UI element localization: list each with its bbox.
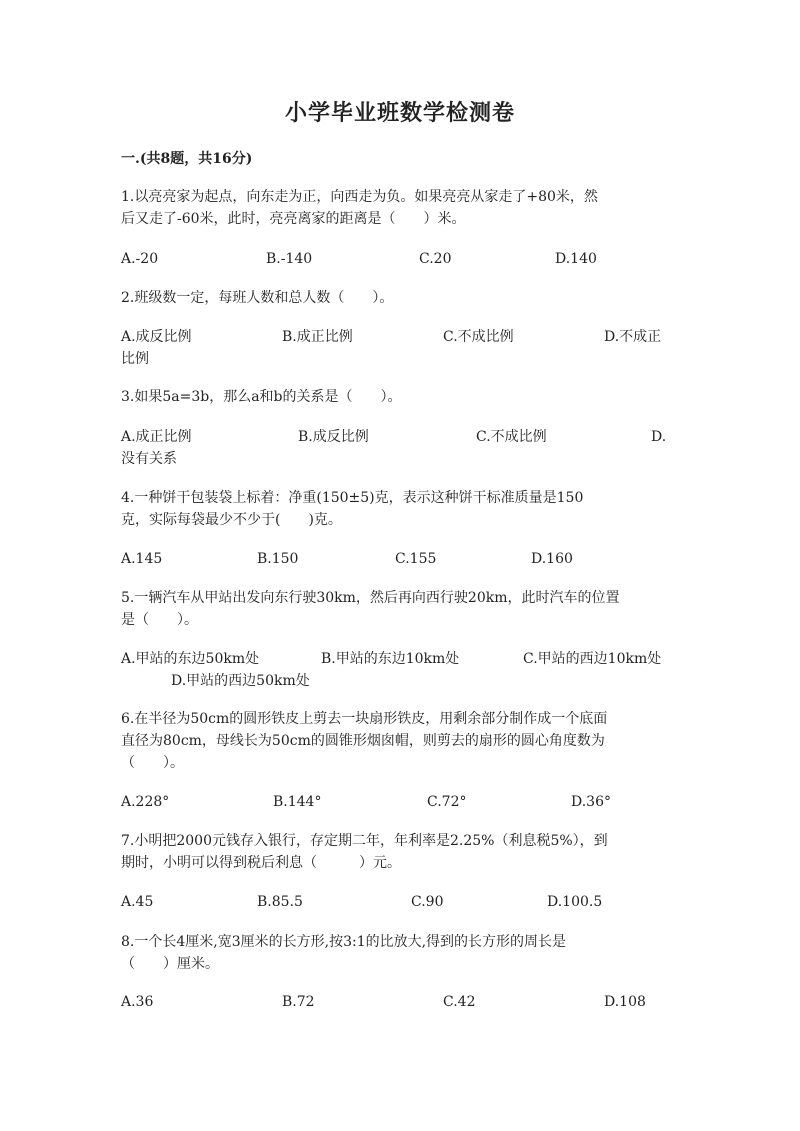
question-1 <box>121 186 681 230</box>
option-b[interactable]: B.150 <box>257 551 299 567</box>
option-d[interactable]: D.140 <box>555 251 597 267</box>
option-b[interactable]: B.甲站的东边10km处 <box>321 651 460 667</box>
question-4-stem-line-2: 克，实际每袋最少不少于( )克。 <box>121 512 342 528</box>
option-b[interactable]: B.成正比例 <box>282 329 353 345</box>
question-6-options <box>121 791 681 835</box>
question-5 <box>121 587 681 631</box>
question-4-options <box>121 548 681 592</box>
question-4 <box>121 487 681 531</box>
question-7-stem-line-1: 7.小明把2000元钱存入银行，存定期二年，年利率是2.25%（利息税5%），到 <box>121 833 608 849</box>
question-5-stem-line-2: 是（ ）。 <box>121 612 198 628</box>
option-a[interactable]: A.45 <box>121 894 154 910</box>
option-d[interactable]: D.甲站的西边50km处 <box>171 673 310 689</box>
question-2 <box>121 287 681 309</box>
option-a[interactable]: A.成反比例 <box>121 329 192 345</box>
question-8-stem-line-2: （ ）厘米。 <box>121 956 219 972</box>
question-6 <box>121 708 681 774</box>
question-8-stem-line-1: 8.一个长4厘米,宽3厘米的长方形,按3:1的比放大,得到的长方形的周长是 <box>121 934 567 950</box>
question-1-stem-line-2: 后又走了-60米，此时，亮亮离家的距离是（ ）米。 <box>121 211 466 227</box>
option-d[interactable]: D.不成正 <box>604 329 662 345</box>
option-d-wrap[interactable]: 没有关系 <box>121 451 177 467</box>
question-6-stem-line-2: 直径为80cm，母线长为50cm的圆锥形烟囱帽，则剪去的扇形的圆心角度数为 <box>121 733 605 749</box>
question-3-stem-line-1: 3.如果5a=3b，那么a和b的关系是（ ）。 <box>121 389 402 405</box>
option-d[interactable]: D.108 <box>604 994 646 1010</box>
question-8-options <box>121 991 681 1035</box>
option-c[interactable]: C.90 <box>411 894 444 910</box>
question-6-stem-line-3: （ ）。 <box>121 755 184 771</box>
option-a[interactable]: A.145 <box>121 551 163 567</box>
question-1-stem-line-1: 1.以亮亮家为起点，向东走为正，向西走为负。如果亮亮从家走了+80米，然 <box>121 189 598 205</box>
option-b[interactable]: B.144° <box>273 794 322 810</box>
question-1-options <box>121 248 681 292</box>
question-4-stem-line-1: 4.一种饼干包装袋上标着：净重(150±5)克，表示这种饼干标准质量是150 <box>121 490 584 506</box>
option-b[interactable]: B.成反比例 <box>298 429 369 445</box>
page-title: 小学毕业班数学检测卷 <box>284 100 515 126</box>
option-a[interactable]: A.成正比例 <box>121 429 192 445</box>
option-b[interactable]: B.-140 <box>266 251 313 267</box>
option-c[interactable]: C.不成比例 <box>476 429 547 445</box>
question-7-options <box>121 891 681 935</box>
question-5-options <box>121 648 681 692</box>
question-2-stem-line-1: 2.班级数一定，每班人数和总人数（ ）。 <box>121 290 394 306</box>
option-d[interactable]: D.36° <box>571 794 611 810</box>
question-6-stem-line-1: 6.在半径为50cm的圆形铁皮上剪去一块扇形铁皮，用剩余部分制作成一个底面 <box>121 711 608 727</box>
section-heading: 一.(共8题，共16分) <box>121 151 253 167</box>
question-3-options <box>121 426 681 470</box>
option-d[interactable]: D.100.5 <box>547 894 603 910</box>
option-c[interactable]: C.42 <box>443 994 476 1010</box>
question-3 <box>121 386 681 408</box>
option-c[interactable]: C.72° <box>427 794 467 810</box>
question-8 <box>121 931 681 975</box>
option-d[interactable]: D.160 <box>531 551 573 567</box>
option-d-wrap[interactable]: 比例 <box>121 351 149 367</box>
option-c[interactable]: C.155 <box>395 551 437 567</box>
option-a[interactable]: A.甲站的东边50km处 <box>121 651 260 667</box>
option-c[interactable]: C.甲站的西边10km处 <box>523 651 662 667</box>
question-7-stem-line-2: 期时，小明可以得到税后利息（ ）元。 <box>121 855 401 871</box>
question-7 <box>121 830 681 874</box>
option-a[interactable]: A.228° <box>121 794 170 810</box>
option-d[interactable]: D. <box>651 429 667 445</box>
option-a[interactable]: A.36 <box>121 994 154 1010</box>
option-c[interactable]: C.不成比例 <box>443 329 514 345</box>
question-2-options <box>121 326 681 370</box>
option-b[interactable]: B.72 <box>282 994 315 1010</box>
option-a[interactable]: A.-20 <box>121 251 159 267</box>
option-c[interactable]: C.20 <box>419 251 452 267</box>
option-b[interactable]: B.85.5 <box>257 894 303 910</box>
question-5-stem-line-1: 5.一辆汽车从甲站出发向东行驶30km，然后再向西行驶20km，此时汽车的位置 <box>121 590 620 606</box>
